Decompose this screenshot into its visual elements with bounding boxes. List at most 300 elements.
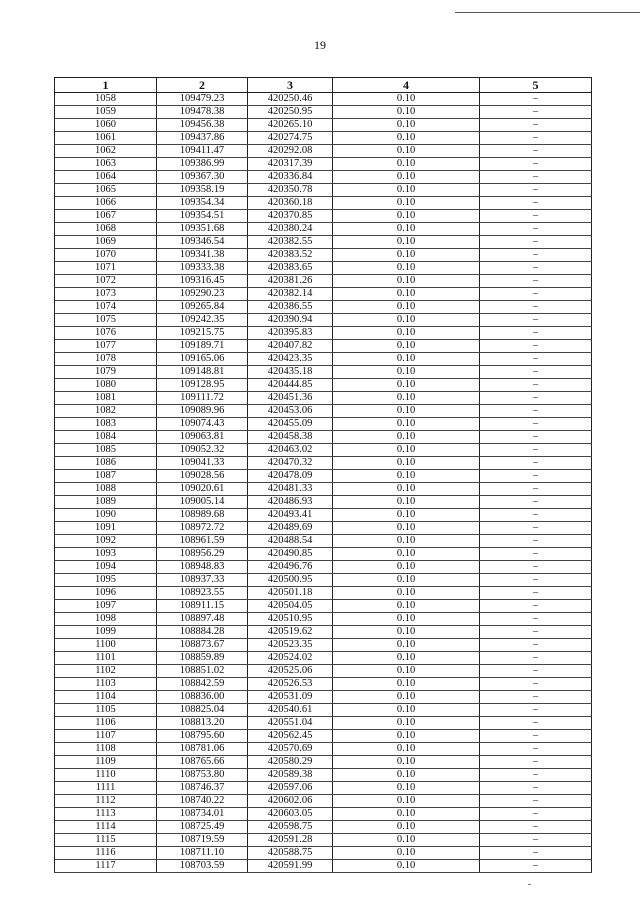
table-cell: 109128.95	[157, 379, 248, 392]
table-row	[55, 847, 592, 860]
table-cell: 109215.75	[157, 327, 248, 340]
table-cell: 1065	[55, 184, 157, 197]
table-row	[55, 717, 592, 730]
table-cell: 1086	[55, 457, 157, 470]
table-cell: 1093	[55, 548, 157, 561]
table-cell: 109411.47	[157, 145, 248, 158]
table-cell: 420501.18	[248, 587, 333, 600]
table-cell: 0.10	[333, 496, 480, 509]
table-cell: –	[480, 444, 592, 457]
table-cell: 108972.72	[157, 522, 248, 535]
table-cell: 109074.43	[157, 418, 248, 431]
table-cell: 1083	[55, 418, 157, 431]
table-cell: 420500.95	[248, 574, 333, 587]
table-cell: 109189.71	[157, 340, 248, 353]
table-cell: 0.10	[333, 288, 480, 301]
table-cell: –	[480, 314, 592, 327]
table-cell: 108961.59	[157, 535, 248, 548]
table-cell: 420531.09	[248, 691, 333, 704]
table-cell: 0.10	[333, 626, 480, 639]
table-cell: 109242.35	[157, 314, 248, 327]
table-row	[55, 782, 592, 795]
table-cell: 0.10	[333, 405, 480, 418]
table-cell: 109386.99	[157, 158, 248, 171]
table-row	[55, 366, 592, 379]
table-cell: 420603.05	[248, 808, 333, 821]
table-row	[55, 119, 592, 132]
table-row	[55, 223, 592, 236]
table-cell: 420360.18	[248, 197, 333, 210]
table-cell: –	[480, 847, 592, 860]
table-cell: –	[480, 106, 592, 119]
table-cell: 420423.35	[248, 353, 333, 366]
table-cell: 109020.61	[157, 483, 248, 496]
table-cell: –	[480, 184, 592, 197]
table-cell: 108989.68	[157, 509, 248, 522]
table-row	[55, 288, 592, 301]
table-row	[55, 210, 592, 223]
table-cell: 420407.82	[248, 340, 333, 353]
table-cell: 109358.19	[157, 184, 248, 197]
table-cell: 420523.35	[248, 639, 333, 652]
table-cell: 420463.02	[248, 444, 333, 457]
table-cell: 420382.55	[248, 236, 333, 249]
table-cell: 109148.81	[157, 366, 248, 379]
table-cell: –	[480, 223, 592, 236]
table-cell: 109005.14	[157, 496, 248, 509]
table-cell: 0.10	[333, 106, 480, 119]
table-row	[55, 535, 592, 548]
table-cell: –	[480, 262, 592, 275]
table-cell: 0.10	[333, 93, 480, 106]
table-cell: 0.10	[333, 730, 480, 743]
table-cell: 0.10	[333, 704, 480, 717]
table-cell: 420524.02	[248, 652, 333, 665]
table-row	[55, 314, 592, 327]
table-cell: 108884.28	[157, 626, 248, 639]
table-cell: 109316.45	[157, 275, 248, 288]
table-cell: 1074	[55, 301, 157, 314]
table-cell: 420562.45	[248, 730, 333, 743]
table-cell: 420274.75	[248, 132, 333, 145]
table-cell: 1087	[55, 470, 157, 483]
table-cell: –	[480, 431, 592, 444]
table-cell: 109165.06	[157, 353, 248, 366]
table-cell: 420591.99	[248, 860, 333, 873]
table-cell: 420317.39	[248, 158, 333, 171]
table-cell: 420383.52	[248, 249, 333, 262]
table-cell: 108825.04	[157, 704, 248, 717]
table-cell: 420470.32	[248, 457, 333, 470]
table-row	[55, 496, 592, 509]
table-cell: 108746.37	[157, 782, 248, 795]
table-cell: 0.10	[333, 535, 480, 548]
table-cell: –	[480, 145, 592, 158]
table-cell: 1088	[55, 483, 157, 496]
table-cell: 1098	[55, 613, 157, 626]
table-cell: 0.10	[333, 184, 480, 197]
table-cell: 108719.59	[157, 834, 248, 847]
table-cell: 1114	[55, 821, 157, 834]
table-cell: 0.10	[333, 561, 480, 574]
table-row	[55, 743, 592, 756]
table-cell: 1080	[55, 379, 157, 392]
table-cell: –	[480, 730, 592, 743]
table-cell: 0.10	[333, 574, 480, 587]
table-cell: 420488.54	[248, 535, 333, 548]
table-cell: 420493.41	[248, 509, 333, 522]
table-cell: 420336.84	[248, 171, 333, 184]
table-cell: 1103	[55, 678, 157, 691]
table-cell: 109041.33	[157, 457, 248, 470]
table-cell: 420526.53	[248, 678, 333, 691]
table-cell: 1062	[55, 145, 157, 158]
table-row	[55, 522, 592, 535]
table-cell: 0.10	[333, 392, 480, 405]
table-row	[55, 353, 592, 366]
table-cell: 1079	[55, 366, 157, 379]
table-cell: 0.10	[333, 691, 480, 704]
table-cell: 0.10	[333, 171, 480, 184]
table-row	[55, 808, 592, 821]
table-row	[55, 158, 592, 171]
table-cell: 1101	[55, 652, 157, 665]
table-cell: 420381.26	[248, 275, 333, 288]
table-cell: 420451.36	[248, 392, 333, 405]
table-cell: 109028.56	[157, 470, 248, 483]
table-cell: 0.10	[333, 639, 480, 652]
table-cell: 1089	[55, 496, 157, 509]
table-cell: 1099	[55, 626, 157, 639]
table-cell: 1116	[55, 847, 157, 860]
table-row	[55, 613, 592, 626]
table-row	[55, 574, 592, 587]
table-cell: –	[480, 418, 592, 431]
table-cell: 1068	[55, 223, 157, 236]
table-cell: –	[480, 808, 592, 821]
table-row	[55, 236, 592, 249]
table-row	[55, 93, 592, 106]
table-cell: 0.10	[333, 860, 480, 873]
column-header: 5	[480, 78, 592, 93]
table-cell: 0.10	[333, 275, 480, 288]
table-cell: –	[480, 327, 592, 340]
table-cell: –	[480, 587, 592, 600]
table-cell: –	[480, 275, 592, 288]
table-row	[55, 691, 592, 704]
table-cell: 1072	[55, 275, 157, 288]
table-cell: –	[480, 743, 592, 756]
table-cell: 1085	[55, 444, 157, 457]
table-cell: 1115	[55, 834, 157, 847]
table-cell: 108897.48	[157, 613, 248, 626]
table-cell: 420444.85	[248, 379, 333, 392]
table-cell: 1066	[55, 197, 157, 210]
table-cell: 420496.76	[248, 561, 333, 574]
table-cell: –	[480, 756, 592, 769]
table-cell: 1069	[55, 236, 157, 249]
table-cell: –	[480, 249, 592, 262]
table-cell: –	[480, 340, 592, 353]
table-cell: 109111.72	[157, 392, 248, 405]
table-cell: 1106	[55, 717, 157, 730]
table-row	[55, 509, 592, 522]
table-cell: –	[480, 561, 592, 574]
table-cell: –	[480, 548, 592, 561]
table-cell: 420478.09	[248, 470, 333, 483]
table-row	[55, 704, 592, 717]
table-cell: 420481.33	[248, 483, 333, 496]
table-cell: 109354.51	[157, 210, 248, 223]
table-row	[55, 587, 592, 600]
table-row	[55, 639, 592, 652]
table-cell: 1071	[55, 262, 157, 275]
table-cell: 1100	[55, 639, 157, 652]
table-cell: 0.10	[333, 743, 480, 756]
page-number: 19	[314, 38, 326, 52]
table-cell: 1094	[55, 561, 157, 574]
table-cell: 1081	[55, 392, 157, 405]
table-cell: 108813.20	[157, 717, 248, 730]
table-cell: –	[480, 210, 592, 223]
table-cell: 420486.93	[248, 496, 333, 509]
table-cell: 109456.38	[157, 119, 248, 132]
table-cell: 109354.34	[157, 197, 248, 210]
table-cell: 0.10	[333, 223, 480, 236]
table-cell: 0.10	[333, 847, 480, 860]
table-cell: 108711.10	[157, 847, 248, 860]
table-row	[55, 340, 592, 353]
table-cell: –	[480, 301, 592, 314]
table-cell: 108851.02	[157, 665, 248, 678]
table-cell: –	[480, 509, 592, 522]
table-cell: –	[480, 613, 592, 626]
table-cell: 1113	[55, 808, 157, 821]
table-cell: 0.10	[333, 665, 480, 678]
table-cell: 108703.59	[157, 860, 248, 873]
table-cell: –	[480, 782, 592, 795]
table-row	[55, 652, 592, 665]
table-row	[55, 678, 592, 691]
table-cell: –	[480, 93, 592, 106]
table-cell: –	[480, 691, 592, 704]
table-cell: 109479.23	[157, 93, 248, 106]
table-row	[55, 730, 592, 743]
table-cell: 420386.55	[248, 301, 333, 314]
table-cell: –	[480, 574, 592, 587]
table-cell: 1111	[55, 782, 157, 795]
table-cell: 108753.80	[157, 769, 248, 782]
table-row	[55, 262, 592, 275]
table-row	[55, 171, 592, 184]
table-row	[55, 834, 592, 847]
table-cell: 0.10	[333, 483, 480, 496]
table-cell: 109367.30	[157, 171, 248, 184]
table-cell: 420250.46	[248, 93, 333, 106]
table-row	[55, 145, 592, 158]
table-cell: 420570.69	[248, 743, 333, 756]
table-cell: 0.10	[333, 158, 480, 171]
table-cell: 1078	[55, 353, 157, 366]
table-cell: 1091	[55, 522, 157, 535]
table-cell: 1117	[55, 860, 157, 873]
table-cell: –	[480, 353, 592, 366]
table-cell: 0.10	[333, 522, 480, 535]
table-cell: 420292.08	[248, 145, 333, 158]
table-cell: –	[480, 392, 592, 405]
table-cell: 0.10	[333, 652, 480, 665]
table-cell: 0.10	[333, 769, 480, 782]
table-cell: 1095	[55, 574, 157, 587]
table-cell: 420350.78	[248, 184, 333, 197]
table-cell: 0.10	[333, 197, 480, 210]
table-row	[55, 821, 592, 834]
table-cell: –	[480, 639, 592, 652]
table-cell: 1112	[55, 795, 157, 808]
table-cell: 0.10	[333, 314, 480, 327]
table-cell: 0.10	[333, 262, 480, 275]
scan-mark	[528, 884, 531, 885]
table-row	[55, 600, 592, 613]
column-header: 4	[333, 78, 480, 93]
table-cell: –	[480, 704, 592, 717]
table-cell: 108734.01	[157, 808, 248, 821]
table-cell: 1090	[55, 509, 157, 522]
table-cell: 109089.96	[157, 405, 248, 418]
table-row	[55, 548, 592, 561]
table-cell: 420589.38	[248, 769, 333, 782]
table-cell: 1110	[55, 769, 157, 782]
table-row	[55, 197, 592, 210]
table-cell: –	[480, 717, 592, 730]
table-cell: 109052.32	[157, 444, 248, 457]
table-cell: 1102	[55, 665, 157, 678]
table-cell: 1096	[55, 587, 157, 600]
table-cell: 0.10	[333, 327, 480, 340]
table-row	[55, 756, 592, 769]
table-cell: –	[480, 119, 592, 132]
table-cell: 420380.24	[248, 223, 333, 236]
table-cell: 108937.33	[157, 574, 248, 587]
column-header: 1	[55, 78, 157, 93]
table-cell: 1060	[55, 119, 157, 132]
table-cell: 420455.09	[248, 418, 333, 431]
table-cell: –	[480, 132, 592, 145]
table-row	[55, 392, 592, 405]
table-cell: –	[480, 860, 592, 873]
table-cell: 420519.62	[248, 626, 333, 639]
table-cell: 109341.38	[157, 249, 248, 262]
top-right-rule	[455, 12, 640, 13]
table-cell: 1084	[55, 431, 157, 444]
table-cell: 1077	[55, 340, 157, 353]
table-cell: 420390.94	[248, 314, 333, 327]
table-cell: –	[480, 769, 592, 782]
table-cell: –	[480, 626, 592, 639]
table-cell: –	[480, 366, 592, 379]
table-cell: –	[480, 600, 592, 613]
table-cell: 108740.22	[157, 795, 248, 808]
table-row	[55, 431, 592, 444]
table-cell: 1097	[55, 600, 157, 613]
table-row	[55, 184, 592, 197]
table-cell: 420580.29	[248, 756, 333, 769]
table-cell: –	[480, 535, 592, 548]
table-cell: 420598.75	[248, 821, 333, 834]
table-row	[55, 132, 592, 145]
table-cell: 0.10	[333, 353, 480, 366]
table-cell: 1108	[55, 743, 157, 756]
table-cell: 1073	[55, 288, 157, 301]
table-cell: 108923.55	[157, 587, 248, 600]
table-cell: 108948.83	[157, 561, 248, 574]
table-row	[55, 860, 592, 873]
table-cell: 420588.75	[248, 847, 333, 860]
table-row	[55, 561, 592, 574]
table-cell: –	[480, 795, 592, 808]
table-cell: 0.10	[333, 509, 480, 522]
table-row	[55, 327, 592, 340]
table-cell: 0.10	[333, 834, 480, 847]
table-row	[55, 483, 592, 496]
table-cell: –	[480, 652, 592, 665]
table-cell: 108842.59	[157, 678, 248, 691]
table-cell: 420602.06	[248, 795, 333, 808]
column-header: 2	[157, 78, 248, 93]
table-cell: 0.10	[333, 249, 480, 262]
table-cell: 1104	[55, 691, 157, 704]
table-cell: 108781.06	[157, 743, 248, 756]
table-row	[55, 457, 592, 470]
table-row	[55, 405, 592, 418]
table-cell: 0.10	[333, 678, 480, 691]
table-cell: –	[480, 678, 592, 691]
table-cell: 108956.29	[157, 548, 248, 561]
table-cell: –	[480, 171, 592, 184]
table-cell: 0.10	[333, 379, 480, 392]
table-cell: 0.10	[333, 587, 480, 600]
table-cell: –	[480, 483, 592, 496]
table-cell: –	[480, 457, 592, 470]
table-cell: 109478.38	[157, 106, 248, 119]
table-cell: 108765.66	[157, 756, 248, 769]
table-cell: 0.10	[333, 821, 480, 834]
table-cell: 1092	[55, 535, 157, 548]
table-cell: 109063.81	[157, 431, 248, 444]
table-cell: 1107	[55, 730, 157, 743]
table-cell: 420490.85	[248, 548, 333, 561]
table-cell: –	[480, 834, 592, 847]
table-cell: 420265.10	[248, 119, 333, 132]
table-cell: –	[480, 821, 592, 834]
table-cell: 0.10	[333, 431, 480, 444]
table-cell: 420453.06	[248, 405, 333, 418]
table-cell: 0.10	[333, 119, 480, 132]
table-cell: 1082	[55, 405, 157, 418]
table-cell: 420395.83	[248, 327, 333, 340]
column-header: 3	[248, 78, 333, 93]
table-row	[55, 249, 592, 262]
table-row	[55, 769, 592, 782]
table-cell: 0.10	[333, 808, 480, 821]
table-cell: 420504.05	[248, 600, 333, 613]
table-cell: 0.10	[333, 301, 480, 314]
table-cell: 108795.60	[157, 730, 248, 743]
table-cell: 0.10	[333, 236, 480, 249]
table-cell: 420383.65	[248, 262, 333, 275]
table-row	[55, 470, 592, 483]
table-cell: 109265.84	[157, 301, 248, 314]
